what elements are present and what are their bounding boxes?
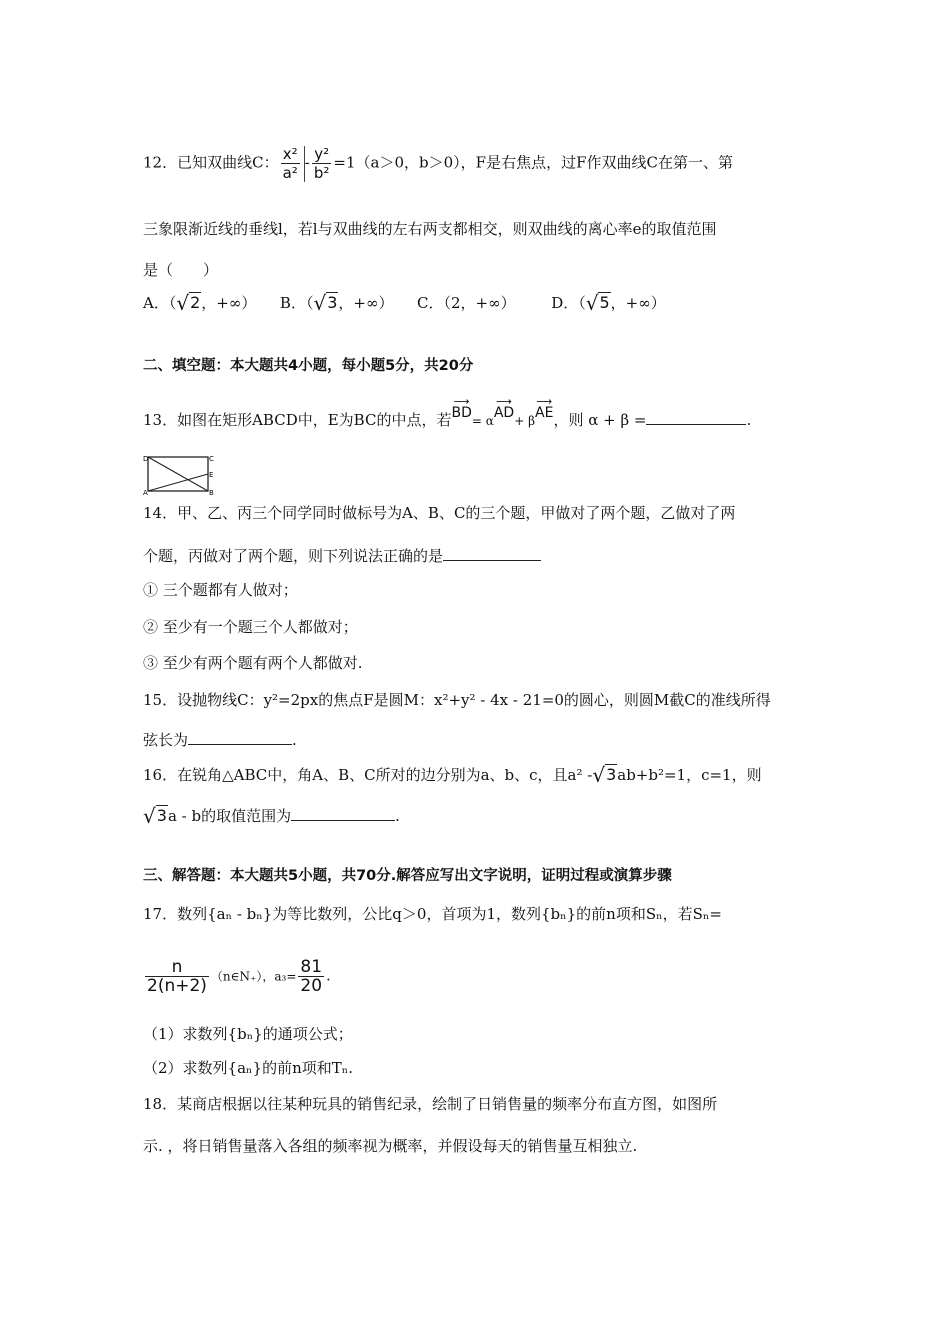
option-a-prefix: A．（ (143, 294, 177, 312)
q12-fraction-x (281, 145, 300, 182)
option-b-prefix: B．（ (279, 294, 314, 312)
minus-sign: - (304, 153, 310, 172)
answer-blank (291, 806, 395, 821)
q17-fraction-sn (145, 958, 209, 995)
plus-beta: + β (514, 414, 536, 428)
q17-middle: （n∈N₊），a₃= (210, 969, 297, 984)
option-d-prefix: D．（ (551, 294, 586, 312)
option-d (551, 291, 666, 315)
sqrt-symbol: √3 (313, 291, 338, 315)
q17-line1: 17．数列{aₙ - bₙ}为等比数列，公比q＞0，首项为1，数列{bₙ}的前n项和Sₙ，若Sₙ= (143, 905, 722, 923)
q12-line3: 是（ ） (143, 261, 219, 279)
section-heading-fill-in: 二、填空题：本大题共4小题，每小题5分，共20分 (143, 358, 474, 374)
radicand: 3 (156, 806, 167, 825)
fraction-denominator: 2(n+2) (147, 976, 207, 996)
q15-line1: 15．设抛物线C：y²=2px的焦点F是圆M：x²+y² - 4x - 21=0的圆心，则圆M截C的准线所得 (143, 691, 771, 709)
q12-fraction-y (312, 145, 332, 182)
q16-line2 (143, 806, 400, 826)
vector-label: AD (493, 405, 515, 421)
option-c: C．（2，+∞） (417, 294, 516, 312)
q12-line2: 三象限渐近线的垂线l，若l与双曲线的左右两支都相交，则双曲线的离心率e的取值范围 (143, 220, 717, 238)
sqrt-symbol: √3 (143, 804, 167, 828)
q16-line2-text: a - b的取值范围为 (167, 807, 292, 825)
q17-sub1: （1）求数列{bₙ}的通项公式； (143, 1025, 353, 1043)
label-c: C (209, 455, 214, 463)
fraction-denominator: a² (282, 164, 298, 182)
q16-line1-prefix: 16．在锐角△ABC中，角A、B、C所对的边分别为a、b、c，且a² - (143, 766, 593, 784)
label-a: A (143, 489, 148, 496)
q16-line1 (143, 765, 762, 785)
sqrt-symbol: √5 (585, 291, 610, 315)
q14-option-3: ③ 至少有两个题有两个人都做对. (143, 654, 363, 672)
vector-bd: ⟶ BD (451, 395, 472, 421)
radicand: 5 (599, 293, 610, 312)
q13-line1 (143, 395, 752, 431)
q14-option-1: ① 三个题都有人做对； (143, 581, 298, 599)
period: . (326, 966, 331, 985)
q14-option-2: ② 至少有一个题三个人都做对； (143, 618, 358, 636)
q12-prefix: 12．已知双曲线C： (143, 153, 279, 172)
fraction-denominator: 20 (300, 976, 323, 996)
section-heading-solutions: 三、解答题：本大题共5小题，共70分.解答应写出文字说明，证明过程或演算步骤 (143, 868, 672, 884)
vector-label: AE (535, 405, 554, 421)
q16-line1-suffix: ab+b²=1，c=1，则 (617, 766, 762, 784)
rectangle-figure (143, 452, 215, 496)
q12-rest: =1（a＞0，b＞0），F是右焦点，过F作双曲线C在第一、第 (333, 153, 733, 172)
q15-line2-text: 弦长为 (143, 731, 189, 749)
option-b-suffix: ，+∞） (338, 294, 394, 312)
fraction-numerator: 81 (300, 957, 323, 977)
fraction-numerator: y² (312, 145, 332, 164)
sqrt-symbol: √2 (176, 291, 201, 315)
answer-blank (646, 410, 746, 425)
q18-line2: 示. ，将日销售量落入各组的频率视为概率，并假设每天的销售量互相独立. (143, 1137, 638, 1155)
q18-line1: 18．某商店根据以往某种玩具的销售纪录，绘制了日销售量的频率分布直方图，如图所 (143, 1095, 718, 1113)
q17-sub2: （2）求数列{aₙ}的前n项和Tₙ. (143, 1059, 353, 1077)
label-b: B (209, 489, 214, 496)
vector-ae: ⟶ AE (535, 395, 554, 421)
answer-blank (188, 730, 292, 745)
equals-alpha: = α (471, 414, 494, 428)
q12-line1 (143, 145, 733, 182)
q13-prefix: 13．如图在矩形ABCD中，E为BC的中点，若 (143, 411, 452, 429)
radicand: 2 (190, 293, 201, 312)
q13-rest: ，则 α + β = (553, 411, 647, 429)
sqrt-symbol: √3 (592, 763, 617, 787)
q14-line2 (143, 546, 541, 566)
vector-label: BD (451, 405, 472, 421)
radicand: 3 (606, 765, 617, 784)
option-a-suffix: ，+∞） (201, 294, 257, 312)
label-d: D (143, 455, 149, 463)
option-a (143, 291, 257, 315)
fraction-numerator: n (145, 958, 209, 977)
q17-fraction-a3 (298, 958, 324, 995)
q14-line2-text: 个题，丙做对了两个题，则下列说法正确的是 (143, 547, 444, 565)
fraction-denominator: b² (313, 164, 330, 182)
q17-line2 (143, 958, 331, 995)
period: . (746, 411, 752, 429)
fraction-numerator: x² (281, 145, 300, 164)
answer-blank (443, 546, 541, 561)
vector-ad: ⟶ AD (493, 395, 515, 421)
period: . (395, 807, 400, 825)
period: . (292, 731, 297, 749)
label-e: E (209, 471, 214, 479)
q14-line1: 14．甲、乙、丙三个同学同时做标号为A、B、C的三个题，甲做对了两个题，乙做对了两 (143, 504, 736, 522)
q15-line2 (143, 730, 297, 750)
q12-options (143, 293, 666, 313)
radicand: 3 (327, 293, 338, 312)
option-d-suffix: ，+∞） (610, 294, 666, 312)
option-b (279, 291, 394, 315)
